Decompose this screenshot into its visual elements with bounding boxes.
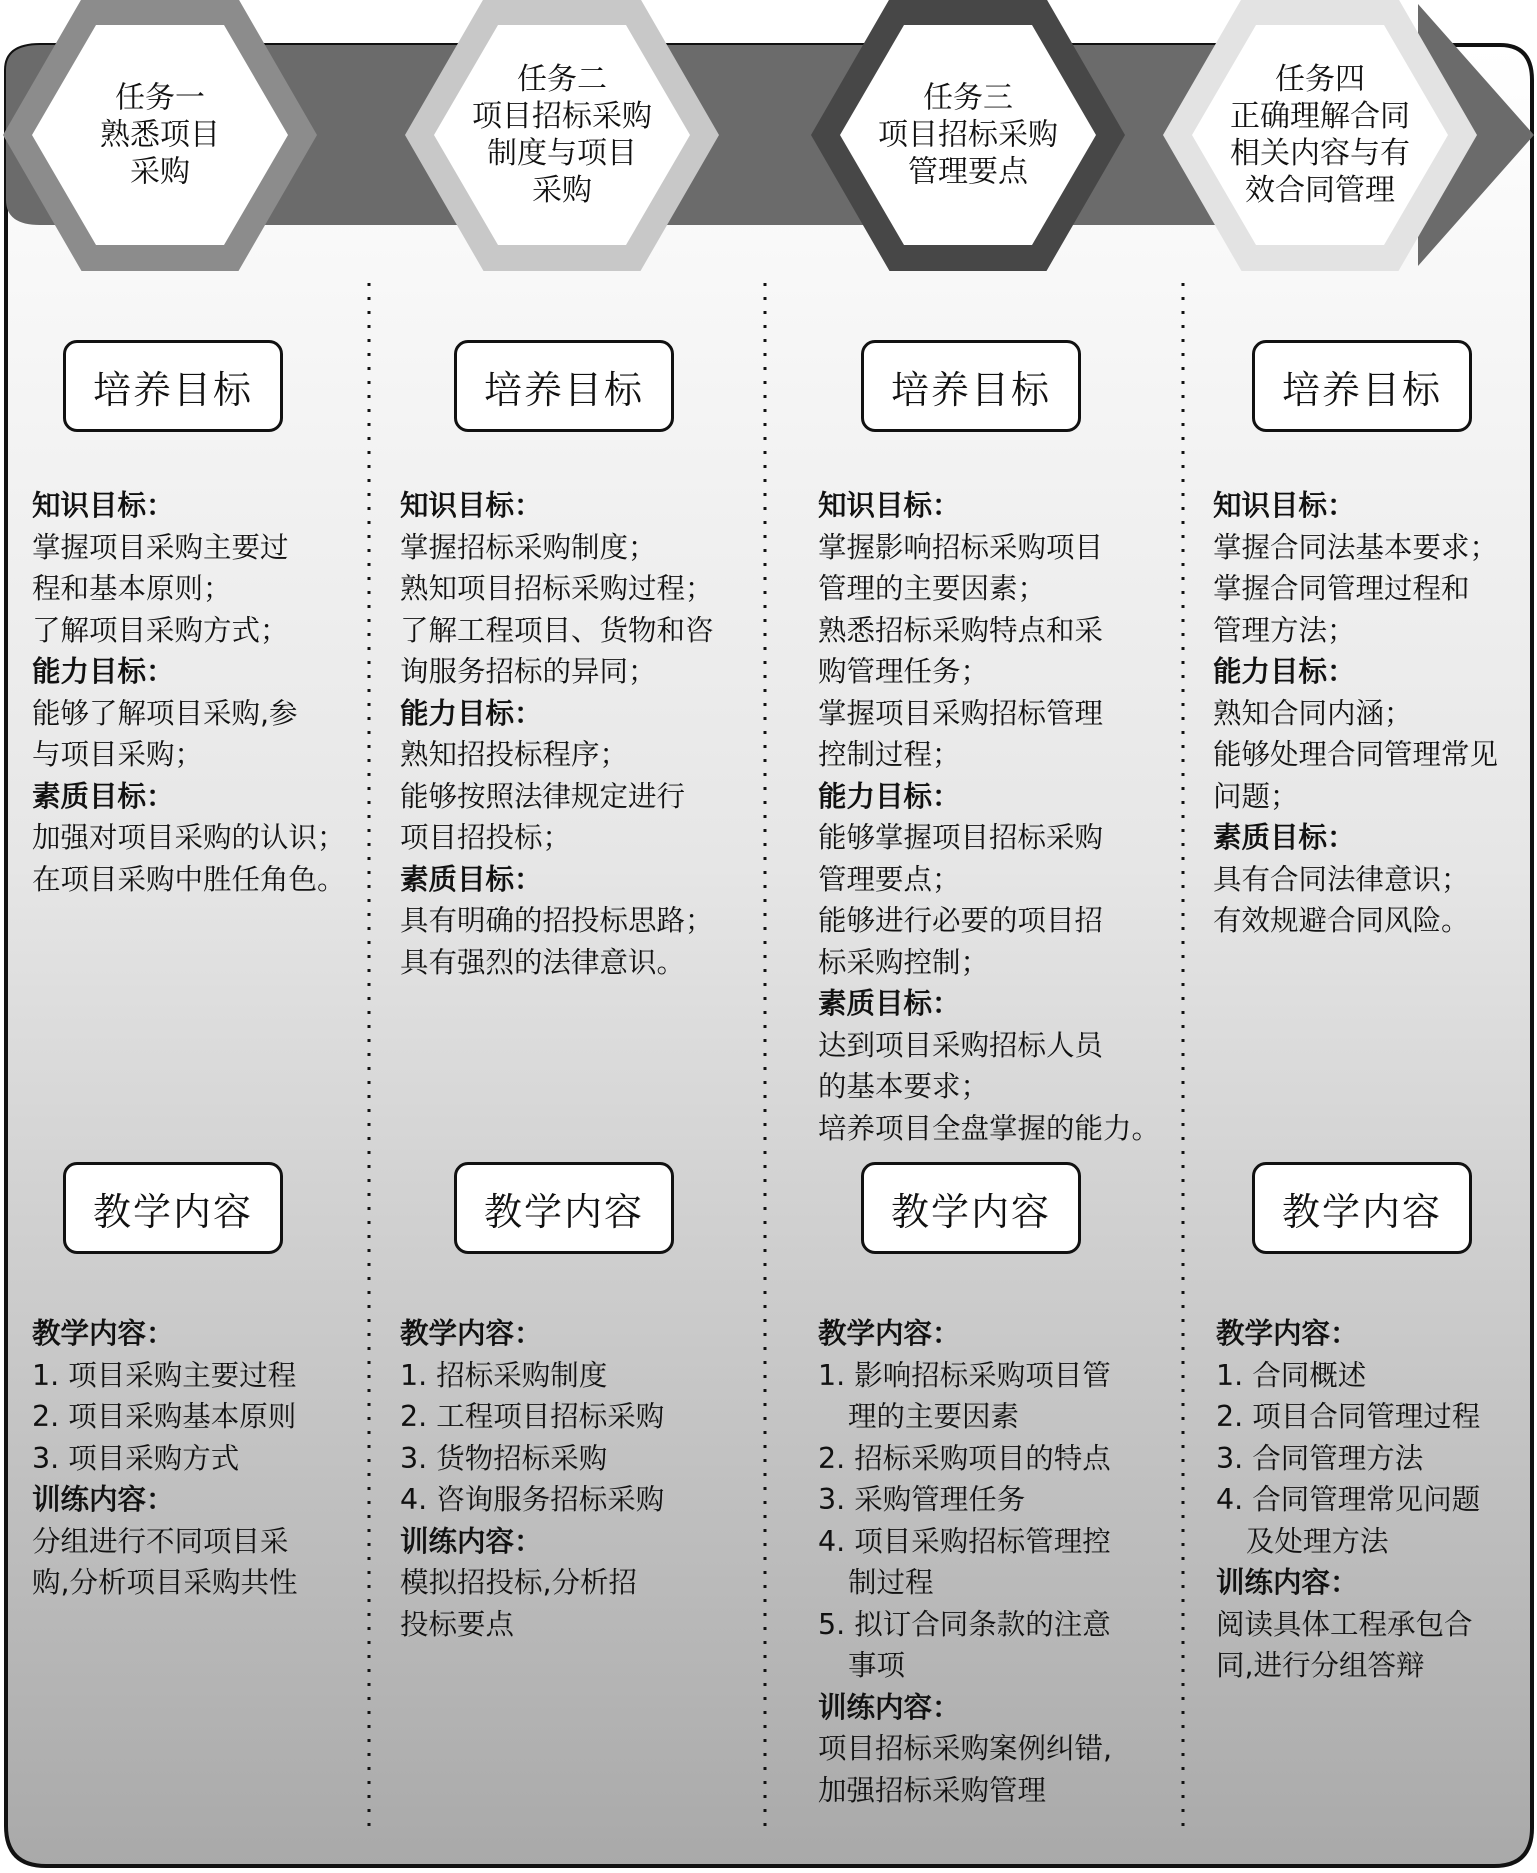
list-item: 模拟招投标,分析招 xyxy=(400,1566,638,1599)
content-badge: 教学内容 xyxy=(454,1162,674,1254)
content-list xyxy=(1216,1313,1480,1687)
list-item: 同,进行分组答辩 xyxy=(1216,1649,1425,1682)
task-title-line: 效合同管理 xyxy=(1245,173,1395,208)
list-item: 能够了解项目采购,参 xyxy=(32,696,298,730)
list-item: 及处理方法 xyxy=(1246,1524,1389,1558)
list-item: 掌握影响招标采购项目 xyxy=(818,530,1104,564)
list-item: 1. 项目采购主要过程 xyxy=(32,1358,297,1392)
list-item: 掌握招标采购制度； xyxy=(400,530,657,564)
goal-list xyxy=(400,485,714,983)
goal-badge: 培养目标 xyxy=(861,340,1081,432)
list-item: 能够掌握项目招标采购 xyxy=(818,821,1104,854)
task-title-line: 任务二 xyxy=(517,62,607,97)
task-title-line: 正确理解合同 xyxy=(1230,99,1410,134)
list-item: 3. 合同管理方法 xyxy=(1216,1441,1424,1475)
goal-badge: 培养目标 xyxy=(63,340,283,432)
list-item: 3. 采购管理任务 xyxy=(818,1483,1026,1516)
list-item: 购,分析项目采购共性 xyxy=(32,1566,298,1599)
list-item: 控制过程； xyxy=(818,738,961,771)
list-item: 达到项目采购招标人员 xyxy=(818,1028,1104,1062)
list-item: 与项目采购； xyxy=(32,738,204,771)
task-title-line: 熟悉项目 xyxy=(100,117,220,153)
list-item: 培养项目全盘掌握的能力。 xyxy=(818,1111,1161,1145)
section-heading: 教学内容： xyxy=(400,1317,543,1350)
list-item: 阅读具体工程承包合 xyxy=(1216,1607,1473,1641)
goal-list xyxy=(32,485,346,900)
task-title-line: 制度与项目 xyxy=(487,136,637,171)
section-heading: 知识目标： xyxy=(1213,489,1356,522)
list-item: 掌握合同管理过程和 xyxy=(1213,572,1470,605)
list-item: 标采购控制； xyxy=(818,945,990,979)
task-title-line: 任务四 xyxy=(1275,62,1365,97)
list-item: 制过程 xyxy=(848,1566,934,1599)
list-item: 1. 合同概述 xyxy=(1216,1358,1367,1392)
list-item: 4. 合同管理常见问题 xyxy=(1216,1483,1481,1516)
section-heading: 训练内容： xyxy=(818,1690,961,1724)
list-item: 投标要点 xyxy=(400,1607,515,1641)
goal-badge: 培养目标 xyxy=(454,340,674,432)
section-heading: 素质目标： xyxy=(818,987,961,1020)
task-title-line: 任务一 xyxy=(115,80,205,116)
list-item: 1. 招标采购制度 xyxy=(400,1358,608,1392)
list-item: 能够处理合同管理常见 xyxy=(1213,738,1499,771)
section-heading: 能力目标： xyxy=(818,779,961,813)
task-title xyxy=(50,80,270,191)
section-heading: 素质目标： xyxy=(1213,821,1356,854)
section-heading: 训练内容： xyxy=(1216,1566,1359,1599)
list-item: 有效规避合同风险。 xyxy=(1213,904,1470,937)
list-item: 管理要点； xyxy=(818,862,961,896)
goal-list xyxy=(1213,485,1498,942)
task-title-line: 相关内容与有 xyxy=(1230,136,1410,171)
list-item: 掌握项目采购主要过 xyxy=(32,530,289,564)
content-list xyxy=(32,1313,298,1604)
task-title-line: 采购 xyxy=(130,154,190,190)
goal-badge: 培养目标 xyxy=(1252,340,1472,432)
section-heading: 能力目标： xyxy=(1213,655,1356,688)
list-item: 具有强烈的法律意识。 xyxy=(400,945,686,979)
section-heading: 训练内容： xyxy=(32,1483,175,1516)
goal-list xyxy=(818,485,1160,1149)
list-item: 4. 咨询服务招标采购 xyxy=(400,1483,665,1516)
section-heading: 训练内容： xyxy=(400,1524,543,1558)
list-item: 的基本要求； xyxy=(818,1070,990,1103)
list-item: 分组进行不同项目采 xyxy=(32,1524,289,1558)
list-item: 项目招投标； xyxy=(400,821,572,854)
list-item: 能够按照法律规定进行 xyxy=(400,779,686,813)
list-item: 加强对项目采购的认识； xyxy=(32,821,346,854)
list-item: 具有明确的招投标思路； xyxy=(400,904,714,937)
section-heading: 能力目标： xyxy=(32,655,175,688)
list-item: 熟悉招标采购特点和采 xyxy=(818,613,1104,647)
task-title-line: 项目招标采购 xyxy=(878,117,1058,153)
list-item: 熟知招投标程序； xyxy=(400,738,629,771)
list-item: 2. 工程项目招标采购 xyxy=(400,1400,665,1433)
list-item: 熟知项目招标采购过程； xyxy=(400,572,714,605)
list-item: 了解项目采购方式； xyxy=(32,613,289,647)
list-item: 事项 xyxy=(848,1649,906,1682)
list-item: 2. 项目采购基本原则 xyxy=(32,1400,297,1433)
list-item: 询服务招标的异同； xyxy=(400,655,657,688)
content-list xyxy=(400,1313,664,1645)
content-list xyxy=(818,1313,1112,1811)
content-badge: 教学内容 xyxy=(861,1162,1081,1254)
list-item: 问题； xyxy=(1213,779,1299,813)
list-item: 能够进行必要的项目招 xyxy=(818,904,1104,937)
section-heading: 能力目标： xyxy=(400,696,543,730)
task-title xyxy=(452,61,672,209)
section-heading: 素质目标： xyxy=(32,779,175,813)
section-heading: 知识目标： xyxy=(32,489,175,522)
list-item: 理的主要因素 xyxy=(848,1400,1020,1433)
list-item: 1. 影响招标采购项目管 xyxy=(818,1358,1111,1392)
list-item: 了解工程项目、货物和咨 xyxy=(400,613,714,647)
task-title-line: 项目招标采购 xyxy=(472,99,652,134)
task-title xyxy=(858,80,1078,191)
task-title-line: 采购 xyxy=(532,173,592,208)
list-item: 购管理任务； xyxy=(818,655,990,688)
list-item: 在项目采购中胜任角色。 xyxy=(32,862,346,896)
list-item: 项目招标采购案例纠错, xyxy=(818,1732,1113,1765)
section-heading: 知识目标： xyxy=(400,489,543,522)
list-item: 5. 拟订合同条款的注意 xyxy=(818,1607,1111,1641)
list-item: 具有合同法律意识； xyxy=(1213,862,1470,896)
list-item: 加强招标采购管理 xyxy=(818,1773,1047,1807)
task-title-line: 管理要点 xyxy=(908,154,1028,190)
list-item: 3. 项目采购方式 xyxy=(32,1441,240,1475)
section-heading: 教学内容： xyxy=(1216,1317,1359,1350)
section-heading: 教学内容： xyxy=(818,1317,961,1350)
list-item: 2. 项目合同管理过程 xyxy=(1216,1400,1481,1433)
content-badge: 教学内容 xyxy=(63,1162,283,1254)
list-item: 2. 招标采购项目的特点 xyxy=(818,1441,1111,1475)
task-title-line: 任务三 xyxy=(923,80,1013,116)
list-item: 管理方法； xyxy=(1213,613,1356,647)
section-heading: 知识目标： xyxy=(818,489,961,522)
list-item: 熟知合同内涵； xyxy=(1213,696,1413,730)
list-item: 掌握合同法基本要求； xyxy=(1213,530,1499,564)
list-item: 程和基本原则； xyxy=(32,572,232,605)
content-badge: 教学内容 xyxy=(1252,1162,1472,1254)
list-item: 管理的主要因素； xyxy=(818,572,1047,605)
list-item: 4. 项目采购招标管理控 xyxy=(818,1524,1111,1558)
task-title xyxy=(1210,61,1430,209)
section-heading: 素质目标： xyxy=(400,862,543,896)
list-item: 掌握项目采购招标管理 xyxy=(818,696,1104,730)
section-heading: 教学内容： xyxy=(32,1317,175,1350)
list-item: 3. 货物招标采购 xyxy=(400,1441,608,1475)
